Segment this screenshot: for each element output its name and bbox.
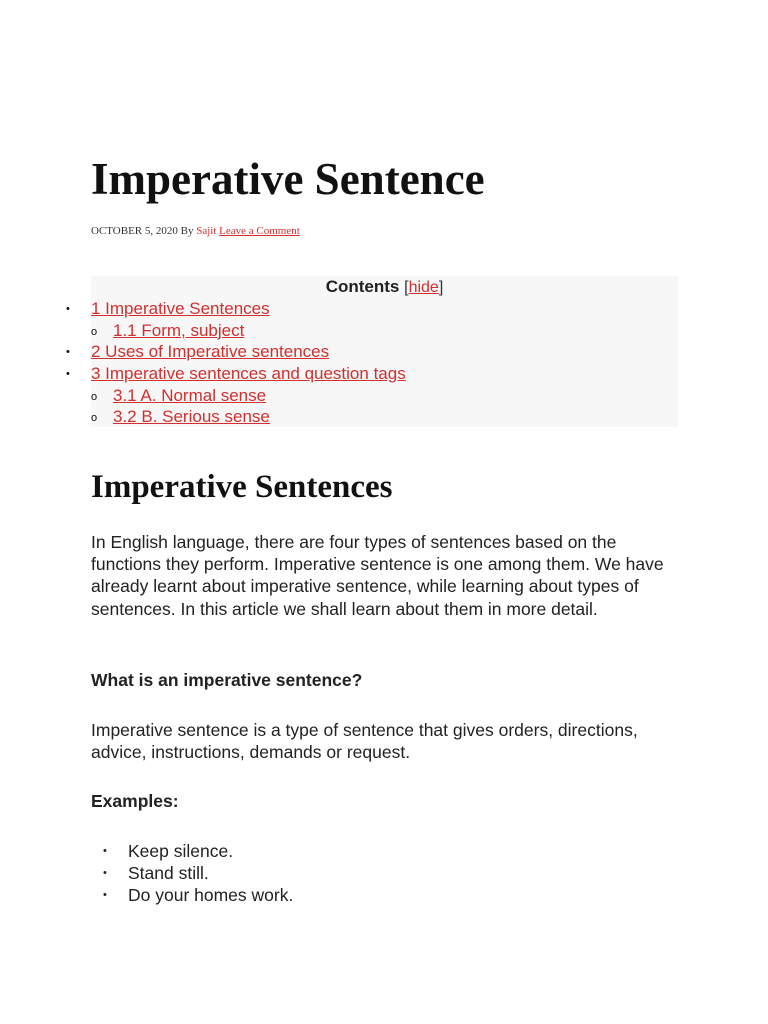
toc-title: Contents (325, 277, 400, 296)
bullet-icon: • (66, 368, 70, 380)
examples-label: Examples: (91, 791, 179, 811)
list-item (91, 840, 293, 862)
section-heading: Imperative Sentences (91, 469, 393, 505)
toc-link-question-tags[interactable]: 3 Imperative sentences and question tags (91, 364, 406, 383)
list-item (91, 884, 293, 906)
toc-header (91, 276, 678, 299)
post-meta (91, 224, 300, 238)
toc-link-uses[interactable]: 2 Uses of Imperative sentences (91, 342, 330, 361)
toc-bracket-close: ] (438, 279, 444, 296)
sub-bullet-icon: o (91, 412, 98, 424)
toc-link-serious-sense[interactable]: 3.2 B. Serious sense (113, 407, 270, 426)
definition-paragraph: Imperative sentence is a type of sentence that gives orders, directions, advice, instructions, demands or request. (91, 720, 638, 763)
table-of-contents (66, 276, 678, 427)
question-heading: What is an imperative sentence? (91, 670, 363, 690)
leave-comment-link[interactable]: Leave a Comment (219, 225, 300, 237)
intro-paragraph: In English language, there are four types of sentences based on the functions they perform. Imperative sentence is one among them. We have already learnt about imperative sentence, while learning about types of sentences. In this article we shall learn about them in more detail. (91, 532, 664, 619)
bullet-icon: • (103, 845, 107, 857)
toc-bracket-open: [ (404, 279, 409, 296)
page-title: Imperative Sentence (91, 154, 485, 204)
example-text: Keep silence. (128, 841, 234, 861)
list-item (91, 862, 293, 884)
bullet-icon: • (103, 889, 107, 902)
sub-bullet-icon: o (91, 391, 98, 403)
author-link[interactable]: Sajit (196, 225, 217, 237)
toc-link-normal-sense[interactable]: 3.1 A. Normal sense (113, 386, 267, 405)
example-text: Do your homes work. (128, 885, 294, 906)
post-date: OCTOBER 5, 2020 (91, 225, 178, 237)
toc-link-imperative-sentences[interactable]: 1 Imperative Sentences (91, 299, 270, 318)
bullet-icon: • (66, 303, 70, 315)
example-text: Stand still. (128, 863, 209, 884)
bullet-icon: • (103, 867, 107, 880)
bullet-icon: • (66, 346, 70, 358)
toc-link-form-subject[interactable]: 1.1 Form, subject (113, 321, 245, 340)
toc-hide-toggle[interactable]: hide (408, 279, 439, 296)
sub-bullet-icon: o (91, 326, 98, 338)
examples-list (91, 840, 293, 907)
byline-by: By (180, 225, 194, 237)
